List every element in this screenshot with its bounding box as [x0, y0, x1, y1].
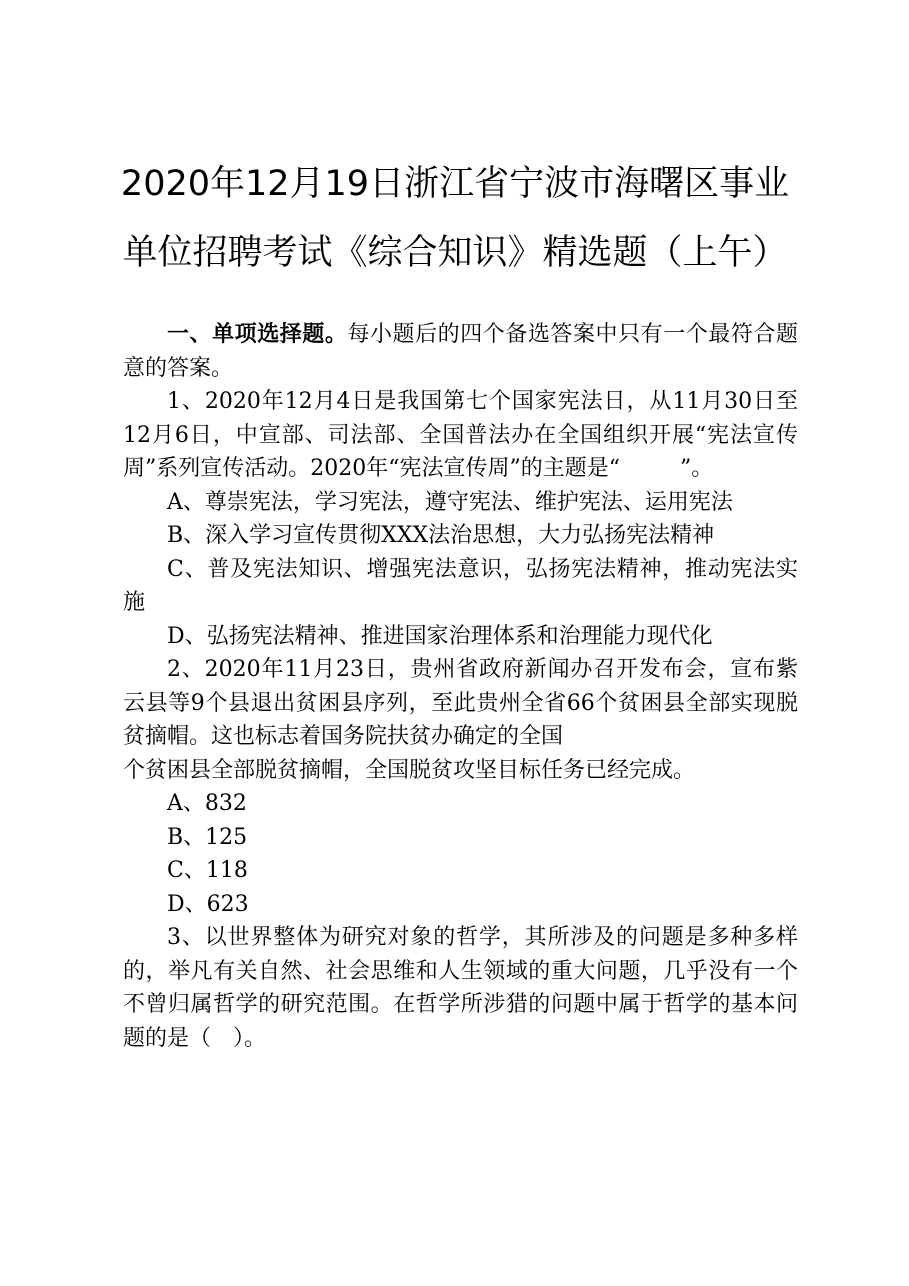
question-3-stem-text: 3、以世界整体为研究对象的哲学，其所涉及的问题是多种多样的，举凡有关自然、社会思维和人生领域的重大问题，几乎没有一个不曾归属哲学的研究范围。在哲学所涉猎的问题中属于哲学的基本问题的是（	[123, 925, 798, 1051]
section-intro: 每小题后的四个备选答案中只有一个最符合题意的答案。	[123, 322, 798, 381]
question-2-stem	[123, 653, 798, 754]
question-2-option-b: B、125	[167, 824, 248, 850]
document-body	[123, 318, 798, 1055]
question-2-option-d: D、623	[167, 891, 249, 917]
question-1-stem-text: 1、2020年12月4日是我国第七个国家宪法日，从11月30日至12月6日，中宣部、司法部、全国普法办在全国组织开展“宪法宣传周”系列宣传活动。2020年“宪法宣传周”的主题是“	[123, 389, 798, 481]
document-title-line-2: 单位招聘考试《综合知识》精选题（上午）	[122, 233, 788, 273]
question-2-stem-continued: 个贫困县全部脱贫摘帽，全国脱贫攻坚目标任务已经完成。	[123, 757, 696, 783]
question-1-option-b: B、深入学习宣传贯彻XXX法治思想，大力弘扬宪法精神	[167, 523, 715, 548]
question-1-option-d: D、弘扬宪法精神、推进国家治理体系和治理能力现代化	[167, 623, 713, 649]
question-1-option-a: A、尊崇宪法，学习宪法，遵守宪法、维护宪法、运用宪法	[167, 489, 733, 515]
section-heading-paragraph	[123, 318, 798, 385]
question-3-stem	[123, 921, 798, 1055]
section-heading: 一、单项选择题。	[167, 321, 348, 347]
question-2-option-c: C、118	[167, 858, 248, 883]
question-3-stem-end: ）。	[233, 1025, 267, 1051]
question-1-option-c: C、普及宪法知识、增强宪法意识，弘扬宪法精神，推动宪法实施	[123, 556, 798, 615]
document-title-line-1: 2020年12月19日浙江省宁波市海曙区事业	[120, 164, 790, 204]
question-1-stem-end: ”。	[679, 456, 714, 481]
question-2-option-a: A、832	[167, 791, 247, 816]
question-2-stem-text: 2、2020年11月23日，贵州省政府新闻办召开发布会，宣布紫云县等9个县退出贫困县序列，至此贵州全省66个贫困县全部实现脱贫摘帽。这也标志着国务院扶贫办确定的全国	[123, 657, 798, 749]
question-1-stem	[123, 385, 798, 486]
